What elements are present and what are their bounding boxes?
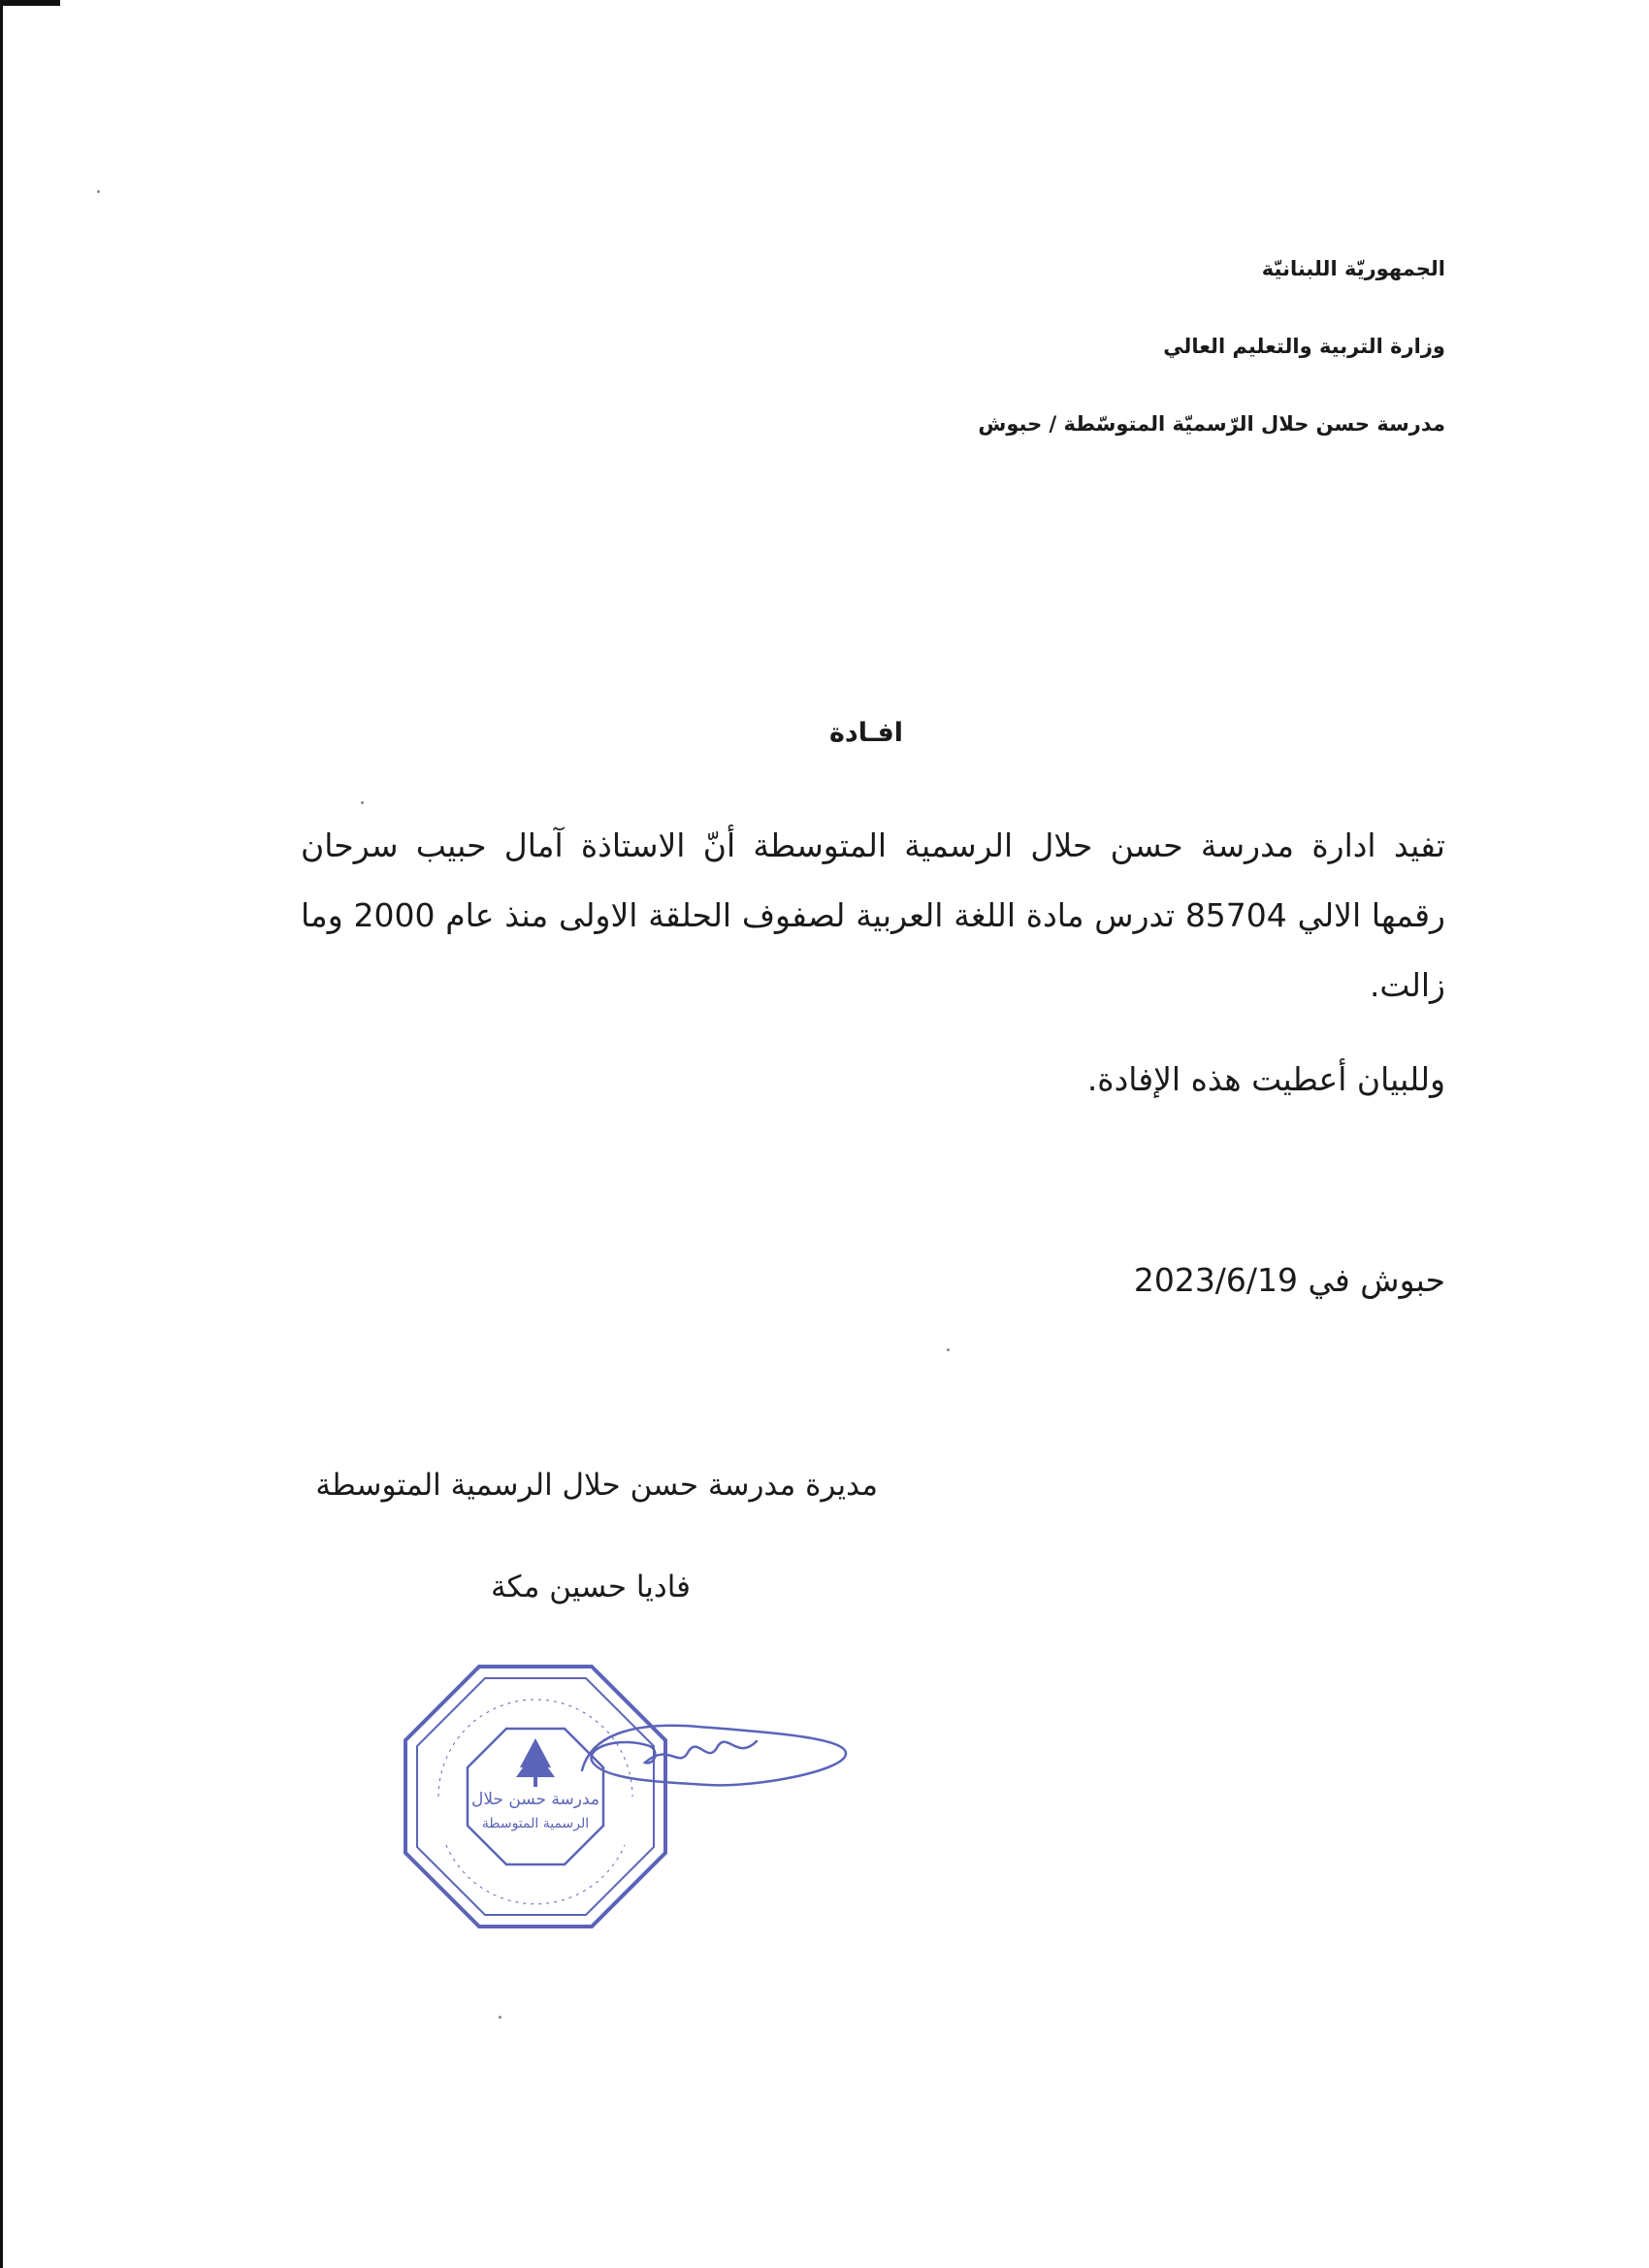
scan-edge-left <box>0 0 3 2268</box>
header-republic: الجمهوريّة اللبنانيّة <box>1261 257 1445 280</box>
scan-speck <box>947 1348 950 1351</box>
document-title: افـادة <box>828 718 904 748</box>
stamp-school-type: الرسمية المتوسطة <box>481 1816 590 1831</box>
header-school: مدرسة حسن حلال الرّسميّة المتوسّطة / حبوش <box>978 412 1445 436</box>
scan-speck <box>361 801 364 804</box>
stamp-school-name: مدرسة حسن حلال <box>470 1790 600 1809</box>
cedar-tree-icon <box>516 1738 555 1787</box>
scan-speck <box>97 190 100 193</box>
signatory-title: مديرة مدرسة حسن حلال الرسمية المتوسطة <box>315 1468 878 1503</box>
closing-line: وللبيان أعطيت هذه الإفادة. <box>1086 1060 1445 1098</box>
handwritten-signature <box>563 1693 854 1809</box>
certificate-body: تفيد ادارة مدرسة حسن حلال الرسمية المتوسطة أنّ الاستاذة آمال حبيب سرحان رقمها الالي 85704 تدرس مادة اللغة العربية لصفوف الحلقة الاولى منذ عام 2000 وما زالت. <box>301 826 1445 1004</box>
scan-edge-top <box>0 0 60 6</box>
scan-speck <box>499 2016 501 2019</box>
date-line: حبوش في 2023/6/19 <box>1133 1261 1445 1299</box>
header-ministry: وزارة التربية والتعليم العالي <box>1163 335 1445 358</box>
signatory-name: فاديا حسين مكة <box>491 1570 691 1604</box>
